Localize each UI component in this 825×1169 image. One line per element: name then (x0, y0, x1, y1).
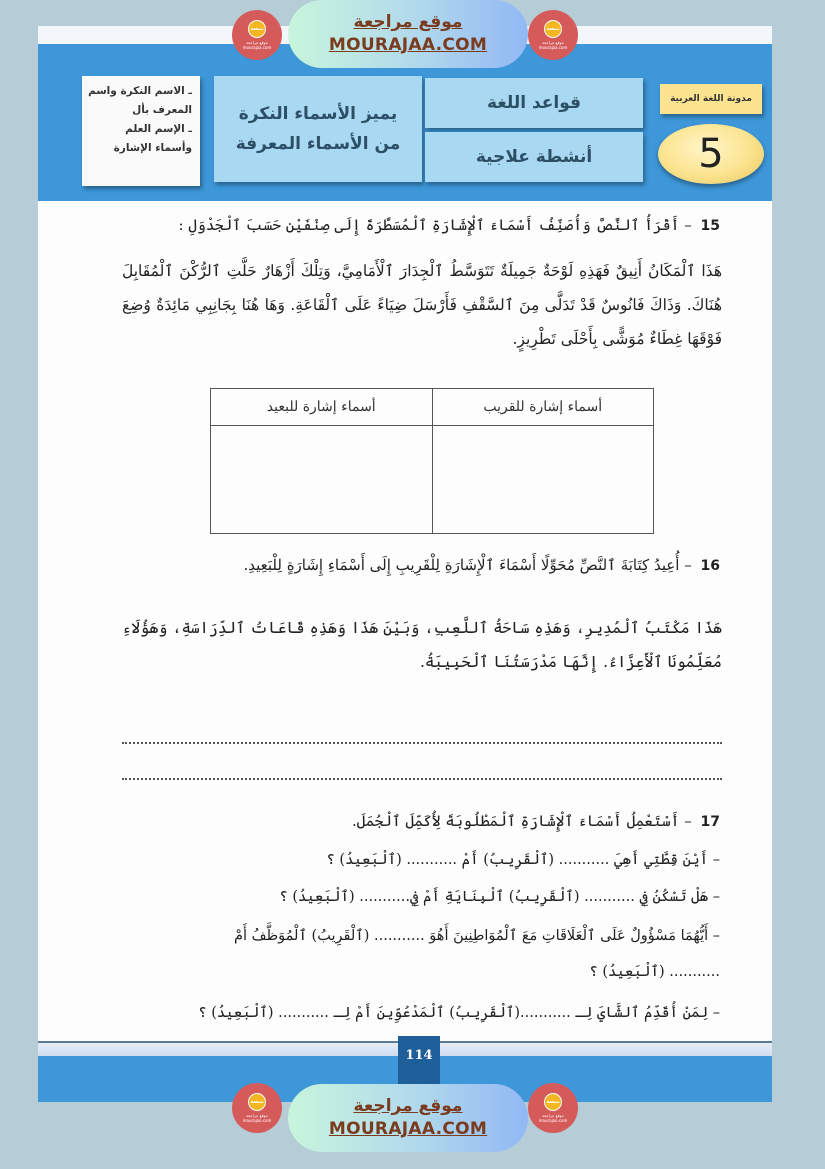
answer-cell-far[interactable] (211, 426, 433, 534)
unit-number-badge (658, 124, 764, 184)
watermark-badge-left (232, 1083, 282, 1133)
exercise-item: – لِمَنْ أُقَدِّمُ ٱلشَّايَ لِـ ...........(ٱلْقَرِيبُ) ٱلْمَدْعُوِّينَ أَمْ لِـ ........... (ٱلْبَعِيدُ) ؟ (198, 1005, 720, 1021)
instruction-text: – أُعِيدُ كِتَابَةَ ٱلنَّصِّ مُحَوِّلًا أَسْمَاءَ ٱلْإِشَارَةِ لِلْقَرِيبِ إِلَى أَسْمَاءِ إِشَارَةٍ لِلْبَعِيدِ. (243, 556, 692, 574)
objective-item: ـ الاسم النكرة واسم المعرف بأل (88, 85, 192, 116)
instruction-text: – أَقْرَأُ ٱلنَّصَّ وَأُصَنِّفُ أَسْمَاءَ ٱلْإِشَارَةِ ٱلْمُسَطَّرَةَ إِلَى صِنْفَيْنِ حَسَبَ ٱلْجَدْوَلِ : (178, 216, 692, 234)
badge-text: موقع مراجعة mourajaa.com (538, 40, 568, 50)
classification-table (210, 388, 654, 534)
answer-line[interactable] (122, 742, 722, 744)
watermark-arabic: موقع مراجعة (353, 12, 463, 32)
book-logo-icon: منصة (544, 20, 562, 38)
exercise-number: 16 (700, 558, 720, 574)
book-logo-icon: منصة (248, 1093, 266, 1111)
watermark-badge-left (232, 10, 282, 60)
exercise-item: – هَلْ تَسْكُنُ فِي ........... (ٱلْقَرِيبُ) ٱلْبِنَايَةِ أَمْ فِي........... (ٱلْبَعِيدُ) ؟ (279, 889, 720, 905)
exercise-item: – أَيُّهُمَا مَسْؤُولٌ عَلَى ٱلْعَلَاقَاتِ مَعَ ٱلْمُوَاطِنِينَ أَهُوَ ........... (ٱلْقَرِيبُ) ٱلْمُوَظَّفُ أَمْ (233, 928, 720, 944)
book-logo-icon: منصة (248, 20, 266, 38)
lesson-title-line1: يميز الأسماء النكرة (238, 104, 398, 124)
badge-text: موقع مراجعة mourajaa.com (242, 1113, 272, 1123)
book-label (660, 84, 762, 114)
watermark-badge-right (528, 10, 578, 60)
exercise-15-text: هَذَا ٱلْمَكَانُ أَنِيقٌ فَهَذِهِ لَوْحَةٌ جَمِيلَةٌ تَتَوَسَّطُ ٱلْجِدَارَ ٱلْأَمَامِيَّ، وَتِلْكَ أَزْهَارٌ حَلَّتِ ٱلرُّكْنَ ٱلْمُقَابِلَ هُنَاكَ. وَذَاكَ فَانُوسٌ قَدْ تَدَلَّى مِنَ ٱلسَّقْفِ فَأَرْسَلَ ضِيَاءً عَلَى ٱلْقَاعَةِ. وَهَا هُنَا بِجَانِبِي مَائِدَةٌ وُضِعَ فَوْقَهَا غِطَاءٌ مُوَشًّى بِأَحْلَى تَطْرِيزٍ. (122, 262, 722, 348)
exercise-16-instruction (243, 556, 720, 574)
book-label-text: مدونة اللغة العربية (670, 94, 752, 104)
activity-label: أنشطة علاجية (475, 147, 593, 167)
subject-label: قواعد اللغة (486, 93, 582, 113)
exercise-item-continued: ........... (ٱلْبَعِيدُ) ؟ (589, 964, 720, 980)
objective-item: ـ الإسم العلم وأسماء الإشارة (113, 123, 192, 154)
worksheet-page (38, 26, 772, 1102)
lesson-title-box (214, 76, 422, 182)
book-logo-icon: منصة (544, 1093, 562, 1111)
exercise-number: 17 (700, 814, 720, 830)
table-header-far: أسماء إشارة للبعيد (211, 389, 433, 426)
activity-box (425, 132, 643, 182)
badge-text: موقع مراجعة mourajaa.com (538, 1113, 568, 1123)
answer-cell-near[interactable] (432, 426, 654, 534)
badge-text: موقع مراجعة mourajaa.com (242, 40, 272, 50)
exercise-number: 15 (700, 218, 720, 234)
objectives-box (82, 76, 200, 186)
watermark-banner-top[interactable] (288, 0, 528, 68)
unit-number: 5 (698, 131, 724, 177)
watermark-latin: MOURAJAA.COM (328, 1119, 488, 1139)
instruction-text: – أَسْتَعْمِلُ أَسْمَاءَ ٱلْإِشَارَةِ ٱلْمَطْلُوبَةَ لِأُكَمِّلَ ٱلْجُمَلَ. (352, 812, 692, 830)
lesson-title-line2: من الأسماء المعرفة (235, 134, 401, 154)
watermark-badge-right (528, 1083, 578, 1133)
page-number-text: 114 (405, 1048, 433, 1063)
exercise-15-instruction (178, 216, 720, 234)
exercise-16-text: هَذَا مَكْتَبُ ٱلْمُدِيرِ، وَهَذِهِ سَاحَةُ ٱللَّعِبِ، وَبَيْنَ هَذَا وَهَذِهِ قَاعَاتُ ٱلدِّرَاسَةِ، وَهَؤُلَاءِ مُعَلِّمُونَا ٱلْأَعِزَّاءُ. إِنَّهَا مَدْرَسَتُنَا ٱلْحَبِيبَةُ. (122, 619, 722, 671)
watermark-banner-bottom[interactable] (288, 1084, 528, 1152)
watermark-arabic: موقع مراجعة (353, 1096, 463, 1116)
exercise-17-instruction (352, 812, 720, 830)
watermark-latin: MOURAJAA.COM (328, 35, 488, 55)
answer-line[interactable] (122, 778, 722, 780)
table-header-near: أسماء إشارة للقريب (432, 389, 654, 426)
subject-box (425, 78, 643, 128)
exercise-item: – أَيْنَ قِطَّتِي أَهِيَ ........... (ٱلْقَرِيبُ) أَمْ ........... (ٱلْبَعِيدُ) ؟ (326, 852, 720, 868)
